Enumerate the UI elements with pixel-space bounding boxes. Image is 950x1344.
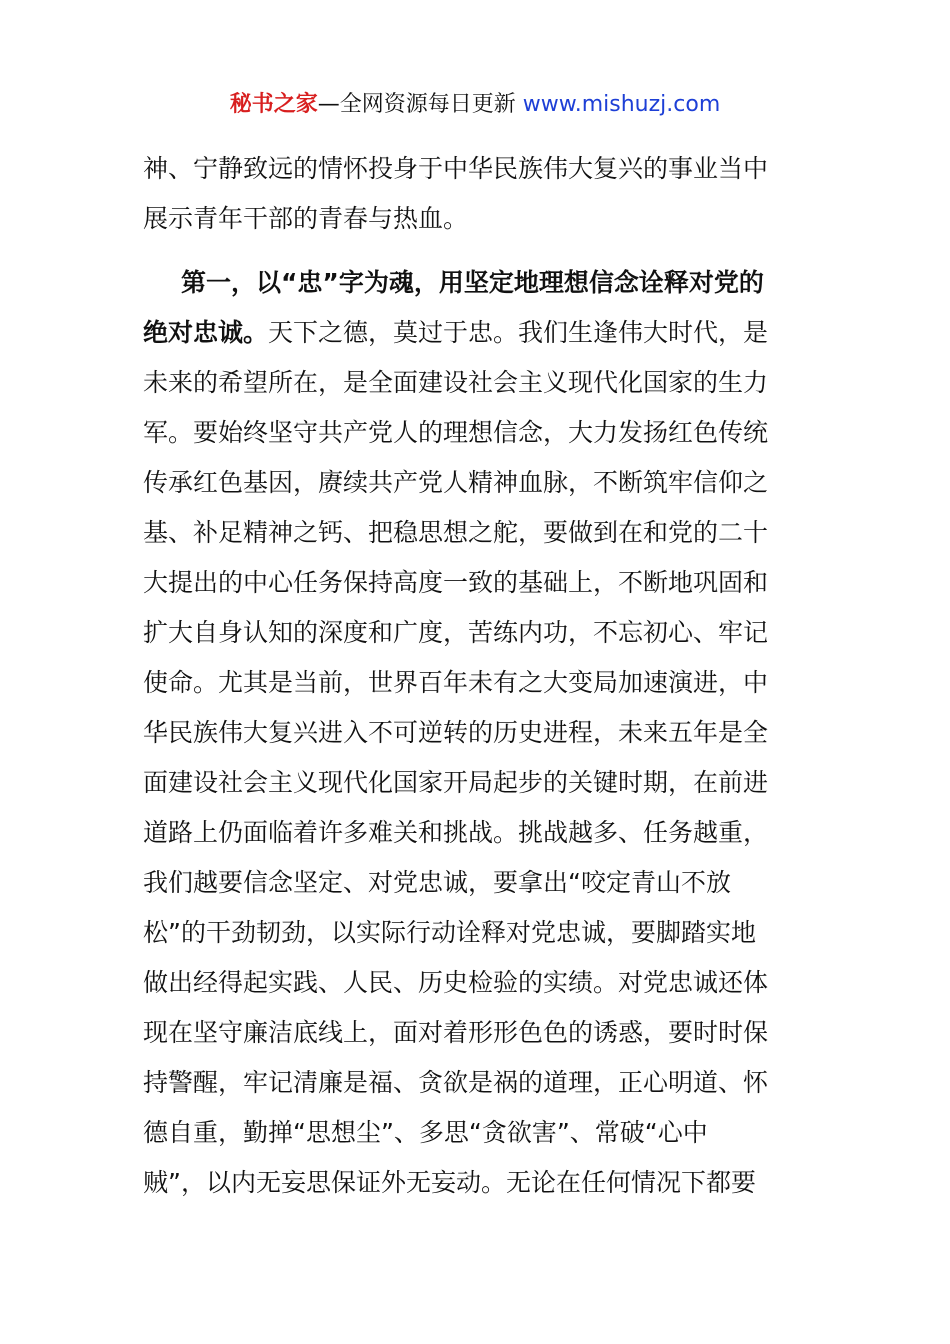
text-line: 使命。尤其是当前，世界百年未有之大变局加速演进，中 (143, 668, 769, 697)
section-heading-tail: 绝对忠诚。 (143, 318, 269, 347)
text-line: 现在坚守廉洁底线上，面对着形形色色的诱惑，要时时保 (143, 1018, 769, 1047)
text-line-rest: 天下之德，莫过于忠。我们生逢伟大时代，是 (268, 318, 769, 347)
paragraph-gap (143, 244, 808, 258)
text-line: 大提出的中心任务保持高度一致的基础上，不断地巩固和 (143, 568, 769, 597)
text-line: 做出经得起实践、人民、历史检验的实绩。对党忠诚还体 (143, 968, 769, 997)
text-line: 我们越要信念坚定、对党忠诚，要拿出“咬定青山不放 (143, 868, 731, 897)
site-brand: 秘书之家 (229, 92, 318, 117)
text-line: 展示青年干部的青春与热血。 (143, 204, 469, 233)
text-line: 德自重，勤掸“思想尘”、多思“贪欲害”、常破“心中 (143, 1118, 708, 1147)
text-line (143, 308, 808, 358)
site-tagline: —全网资源每日更新 (317, 92, 523, 117)
site-url-link[interactable]: www.mishuzj.com (522, 92, 721, 117)
text-line: 传承红色基因，赓续共产党人精神血脉，不断筑牢信仰之 (143, 468, 769, 497)
document-body (143, 144, 808, 1208)
text-line: 军。要始终坚守共产党人的理想信念，大力发扬红色传统 (143, 418, 769, 447)
text-line: 扩大自身认知的深度和广度，苦练内功，不忘初心、牢记 (143, 618, 769, 647)
text-line: 道路上仍面临着许多难关和挑战。挑战越多、任务越重， (143, 818, 769, 847)
text-line: 华民族伟大复兴进入不可逆转的历史进程，未来五年是全 (143, 718, 769, 747)
text-line: 未来的希望所在，是全面建设社会主义现代化国家的生力 (143, 368, 769, 397)
text-line: 神、宁静致远的情怀投身于中华民族伟大复兴的事业当中 (143, 154, 769, 183)
section-heading: 第一，以“忠”字为魂，用坚定地理想信念诠释对党的 (181, 268, 764, 297)
text-line: 持警醒，牢记清廉是福、贪欲是祸的道理，正心明道、怀 (143, 1068, 769, 1097)
text-line: 松”的干劲韧劲，以实际行动诠释对党忠诚，要脚踏实地 (143, 918, 756, 947)
text-line: 基、补足精神之钙、把稳思想之舵，要做到在和党的二十 (143, 518, 769, 547)
text-line: 面建设社会主义现代化国家开局起步的关键时期，在前进 (143, 768, 769, 797)
page-header (0, 88, 950, 122)
text-line: 贼”，以内无妄思保证外无妄动。无论在任何情况下都要 (143, 1168, 756, 1197)
